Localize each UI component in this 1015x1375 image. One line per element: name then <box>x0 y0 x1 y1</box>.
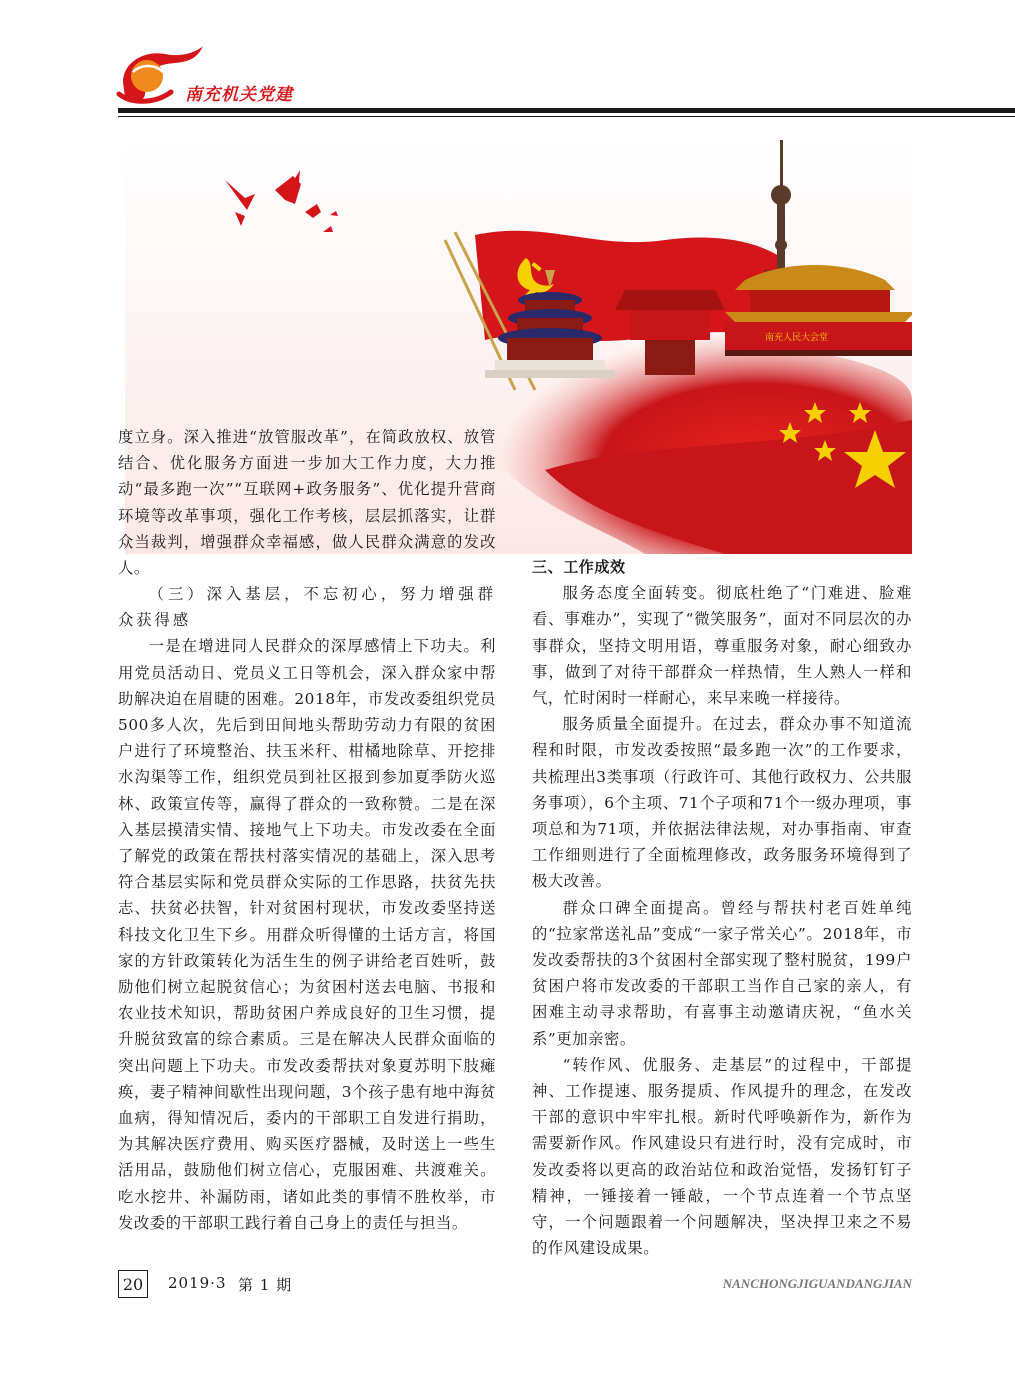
paragraph: “转作风、优服务、走基层”的过程中，干部提神、工作提速、服务提质、作风提升的理念，在发改干部的意识中牢牢扎根。新时代呼唤新作为，新作为需要新作风。作风建设只有进行时，没有完成时，市发改委将以更高的政治站位和政治觉悟，发扬钉钉子精神，一锤接着一锤敲，一个节点连着一个节点坚守，一个问题跟着一个问题解决，坚决捍卫来之不易的作风建设成果。 <box>532 1055 912 1258</box>
page-number: 20 <box>118 1270 148 1298</box>
banner-sign-text: 南充人民大会堂 <box>765 333 829 343</box>
sub-heading: （三）深入基层，不忘初心，努力增强群众获得感 <box>118 585 496 630</box>
paragraph: 服务态度全面转变。彻底杜绝了“门难进、脸难看、事难办”，实现了“微笑服务”，面对不同层次的办事群众，坚持文明用语，尊重服务对象，耐心细致办事，做到了对待干部群众一样热情，生人熟人一样和气，忙时闲时一样耐心，来早来晚一样接待。 <box>532 584 912 708</box>
paragraph: 度立身。深入推进“放管服改革”，在简政放权、放管结合、优化服务方面进一步加大工作力度，大力推动“最多跑一次”“互联网+政务服务”、优化提升营商环境等改革事项，强化工作考核，层层抓落实，让群众当裁判，增强群众幸福感，做人民群众满意的发改人。 <box>118 428 496 578</box>
left-column <box>118 581 496 1236</box>
issue-date: 2019·3 <box>168 1274 227 1292</box>
paragraph: 服务质量全面提升。在过去，群众办事不知道流程和时限，市发改委按照“最多跑一次”的工作要求，共梳理出3类事项（行政许可、其他行政权力、公共服务事项），6个主项、71个子项和71个一级办理项，事项总和为71项，并依据法律法规，对办事指南、审查工作细则进行了全面梳理修改，政务服务环境得到了极大改善。 <box>532 715 912 891</box>
section-heading: 三、工作成效 <box>532 558 626 576</box>
left-column-top <box>118 424 496 581</box>
header-rule-thin <box>118 116 1015 117</box>
issue-number: 第 1 期 <box>238 1276 293 1294</box>
magazine-pinyin-name: NANCHONGJIGUANDANGJIAN <box>722 1276 912 1291</box>
magazine-title: 南充机关党建 <box>185 85 293 105</box>
header-rule <box>118 108 1015 113</box>
paragraph: 群众口碑全面提高。曾经与帮扶村老百姓单纯的“拉家常送礼品”变成“一家子常关心”。2018年，市发改委帮扶的3个贫困村全部实现了整村脱贫，199户贫困户将市发改委的干部职工当作自己家的亲人，有困难主动寻求帮助，有喜事主动邀请庆祝，“鱼水关系”更加亲密。 <box>532 898 912 1048</box>
paragraph: 一是在增进同人民群众的深厚感情上下功夫。利用党员活动日、党员义工日等机会，深入群众家中帮助解决迫在眉睫的困难。2018年，市发改委组织党员500多人次，先后到田间地头帮助劳动力有限的贫困户进行了环境整治、扶玉米秆、柑橘地除草、开挖排水沟渠等工作，组织党员到社区报到参加夏季防火巡林、政策宣传等，赢得了群众的一致称赞。二是在深入基层摸清实情、接地气上下功夫。市发改委在全面了解党的政策在帮扶村落实情况的基础上，深入思考符合基层实际和党员群众实际的工作思路，扶贫先扶志、扶贫必扶智，针对贫困村现状，市发改委坚持送科技文化卫生下乡。用群众听得懂的土话方言，将国家的方针政策转化为活生生的例子讲给老百姓听，鼓励他们树立起脱贫信心；为贫困村送去电脑、书报和农业技术知识，帮助贫困户养成良好的卫生习惯，提升脱贫致富的综合素质。三是在解决人民群众面临的突出问题上下功夫。市发改委帮扶对象夏苏明下肢瘫痪，妻子精神间歇性出现问题，3个孩子患有地中海贫血病，得知情况后，委内的干部职工自发进行捐助，为其解决医疗费用、购买医疗器械，及时送上一些生活用品，鼓励他们树立信心，克服困难、共渡难关。吃水挖井、补漏防雨，诸如此类的事情不胜枚举，市发改委的干部职工践行着自己身上的责任与担当。 <box>118 637 496 1232</box>
right-column <box>532 554 912 1261</box>
